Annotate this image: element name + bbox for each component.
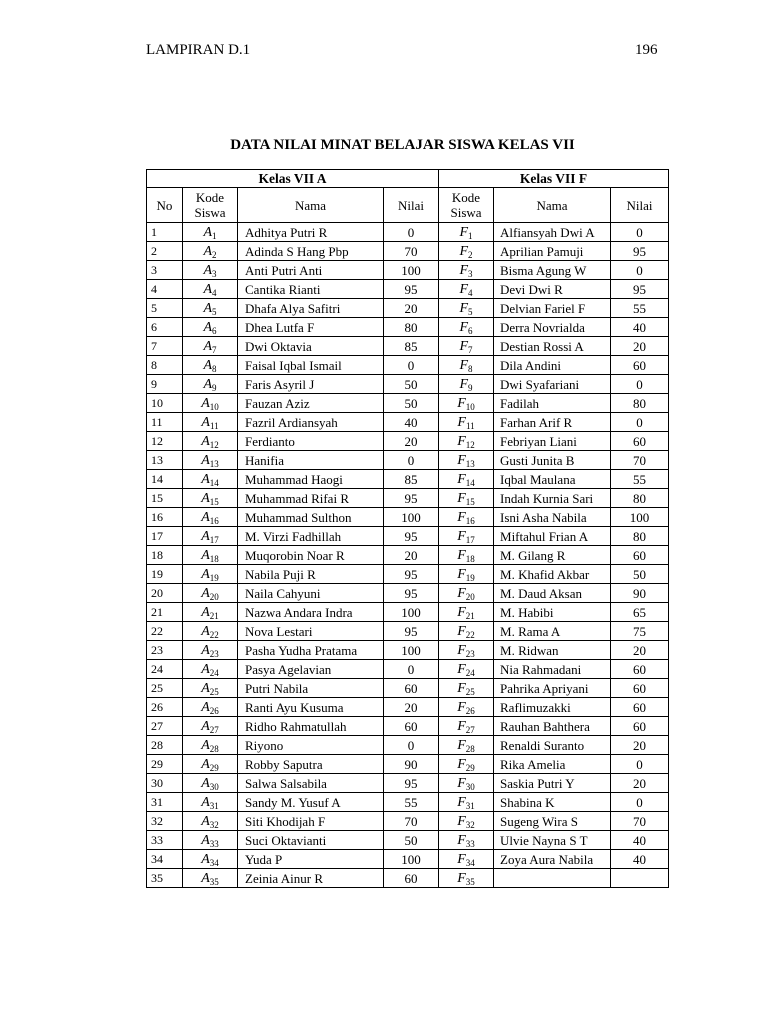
table-row [147, 223, 669, 242]
table-row [147, 242, 669, 261]
student-name-a: Muhammad Sulthon [238, 508, 384, 527]
score-f: 60 [611, 698, 669, 717]
score-f: 60 [611, 432, 669, 451]
table-row [147, 869, 669, 888]
score-f: 20 [611, 641, 669, 660]
student-code-a: $A_{13}$ [183, 451, 238, 470]
col-header-no: No [147, 188, 183, 223]
col-header-kode-a: Kode Siswa [183, 188, 238, 223]
row-number: 11 [147, 413, 183, 432]
row-number: 6 [147, 318, 183, 337]
student-code-a: $A_5$ [183, 299, 238, 318]
student-code-f: $F_{27}$ [439, 717, 494, 736]
score-f: 70 [611, 451, 669, 470]
score-a: 0 [384, 451, 439, 470]
score-a: 95 [384, 565, 439, 584]
row-number: 9 [147, 375, 183, 394]
row-number: 20 [147, 584, 183, 603]
student-name-f: Shabina K [494, 793, 611, 812]
row-number: 34 [147, 850, 183, 869]
student-code-a: $A_{18}$ [183, 546, 238, 565]
score-a: 20 [384, 698, 439, 717]
score-f: 40 [611, 850, 669, 869]
student-code-f: $F_{32}$ [439, 812, 494, 831]
table-row [147, 641, 669, 660]
student-code-a: $A_3$ [183, 261, 238, 280]
student-name-f: Gusti Junita B [494, 451, 611, 470]
student-name-f: Fadilah [494, 394, 611, 413]
student-code-f: $F_9$ [439, 375, 494, 394]
table-row [147, 812, 669, 831]
student-code-a: $A_{26}$ [183, 698, 238, 717]
score-a: 60 [384, 717, 439, 736]
score-f: 60 [611, 546, 669, 565]
student-code-f: $F_7$ [439, 337, 494, 356]
row-number: 30 [147, 774, 183, 793]
score-f: 20 [611, 736, 669, 755]
student-code-a: $A_{11}$ [183, 413, 238, 432]
row-number: 15 [147, 489, 183, 508]
table-row [147, 736, 669, 755]
score-f: 95 [611, 280, 669, 299]
score-a: 20 [384, 299, 439, 318]
student-code-a: $A_{32}$ [183, 812, 238, 831]
table-row [147, 831, 669, 850]
student-name-f: Derra Novrialda [494, 318, 611, 337]
table-row [147, 451, 669, 470]
row-number: 22 [147, 622, 183, 641]
student-name-a: Yuda P [238, 850, 384, 869]
score-f: 20 [611, 337, 669, 356]
score-a: 70 [384, 812, 439, 831]
row-number: 8 [147, 356, 183, 375]
student-name-a: Ranti Ayu Kusuma [238, 698, 384, 717]
student-name-f: Dila Andini [494, 356, 611, 375]
student-code-f: $F_{33}$ [439, 831, 494, 850]
student-code-f: $F_{30}$ [439, 774, 494, 793]
row-number: 31 [147, 793, 183, 812]
score-a: 70 [384, 242, 439, 261]
score-f: 90 [611, 584, 669, 603]
student-name-a: Cantika Rianti [238, 280, 384, 299]
student-code-a: $A_{10}$ [183, 394, 238, 413]
score-f: 50 [611, 565, 669, 584]
student-code-f: $F_{20}$ [439, 584, 494, 603]
student-code-f: $F_{16}$ [439, 508, 494, 527]
student-code-f: $F_{29}$ [439, 755, 494, 774]
student-code-f: $F_2$ [439, 242, 494, 261]
student-code-f: $F_{12}$ [439, 432, 494, 451]
table-row [147, 394, 669, 413]
table-row [147, 622, 669, 641]
student-code-f: $F_1$ [439, 223, 494, 242]
student-code-f: $F_8$ [439, 356, 494, 375]
score-f: 60 [611, 356, 669, 375]
student-code-f: $F_{25}$ [439, 679, 494, 698]
student-code-a: $A_{19}$ [183, 565, 238, 584]
score-a: 100 [384, 850, 439, 869]
student-name-a: Muqorobin Noar R [238, 546, 384, 565]
student-name-f: Saskia Putri Y [494, 774, 611, 793]
row-number: 26 [147, 698, 183, 717]
score-a: 95 [384, 280, 439, 299]
student-name-f: Raflimuzakki [494, 698, 611, 717]
student-code-f: $F_5$ [439, 299, 494, 318]
student-name-a: Anti Putri Anti [238, 261, 384, 280]
student-name-f: Devi Dwi R [494, 280, 611, 299]
row-number: 24 [147, 660, 183, 679]
score-f: 0 [611, 413, 669, 432]
student-name-f: Zoya Aura Nabila [494, 850, 611, 869]
col-header-nilai-a: Nilai [384, 188, 439, 223]
score-a: 100 [384, 641, 439, 660]
student-name-a: Nazwa Andara Indra [238, 603, 384, 622]
score-f: 0 [611, 223, 669, 242]
student-name-f: Bisma Agung W [494, 261, 611, 280]
student-name-a: Faris Asyril J [238, 375, 384, 394]
student-name-f: M. Habibi [494, 603, 611, 622]
student-name-a: Ridho Rahmatullah [238, 717, 384, 736]
score-f: 0 [611, 261, 669, 280]
table-row [147, 318, 669, 337]
score-a: 55 [384, 793, 439, 812]
score-f: 40 [611, 831, 669, 850]
score-a: 50 [384, 394, 439, 413]
score-f: 55 [611, 299, 669, 318]
student-code-f: $F_{13}$ [439, 451, 494, 470]
table-row [147, 508, 669, 527]
score-a: 20 [384, 432, 439, 451]
document-title: DATA NILAI MINAT BELAJAR SISWA KELAS VII [230, 137, 575, 153]
student-name-f: Iqbal Maulana [494, 470, 611, 489]
grades-table [146, 169, 669, 888]
score-a: 85 [384, 470, 439, 489]
table-row [147, 280, 669, 299]
student-code-f: $F_{24}$ [439, 660, 494, 679]
table-row [147, 375, 669, 394]
student-name-a: Siti Khodijah F [238, 812, 384, 831]
student-code-a: $A_{30}$ [183, 774, 238, 793]
table-row [147, 489, 669, 508]
student-name-f: Renaldi Suranto [494, 736, 611, 755]
score-f: 0 [611, 755, 669, 774]
student-name-a: Zeinia Ainur R [238, 869, 384, 888]
score-a: 0 [384, 223, 439, 242]
table-row [147, 603, 669, 622]
row-number: 19 [147, 565, 183, 584]
row-number: 18 [147, 546, 183, 565]
table-row [147, 432, 669, 451]
score-a: 50 [384, 375, 439, 394]
row-number: 4 [147, 280, 183, 299]
score-f: 75 [611, 622, 669, 641]
score-f: 55 [611, 470, 669, 489]
student-name-a: Fauzan Aziz [238, 394, 384, 413]
student-name-a: Nabila Puji R [238, 565, 384, 584]
table-row [147, 337, 669, 356]
student-code-a: $A_4$ [183, 280, 238, 299]
student-name-a: Dwi Oktavia [238, 337, 384, 356]
student-name-f: M. Gilang R [494, 546, 611, 565]
score-a: 0 [384, 356, 439, 375]
student-code-a: $A_{24}$ [183, 660, 238, 679]
student-code-f: $F_{17}$ [439, 527, 494, 546]
student-name-a: Sandy M. Yusuf A [238, 793, 384, 812]
student-code-a: $A_{12}$ [183, 432, 238, 451]
score-f: 60 [611, 660, 669, 679]
student-name-a: Nova Lestari [238, 622, 384, 641]
student-code-a: $A_{27}$ [183, 717, 238, 736]
score-a: 100 [384, 603, 439, 622]
student-name-f: Ulvie Nayna S T [494, 831, 611, 850]
student-name-f: Febriyan Liani [494, 432, 611, 451]
student-name-f: Indah Kurnia Sari [494, 489, 611, 508]
table-row [147, 660, 669, 679]
row-number: 3 [147, 261, 183, 280]
score-a: 95 [384, 622, 439, 641]
score-f: 60 [611, 717, 669, 736]
score-f: 20 [611, 774, 669, 793]
score-f: 80 [611, 394, 669, 413]
student-code-f: $F_{15}$ [439, 489, 494, 508]
student-name-a: Pasya Agelavian [238, 660, 384, 679]
table-row [147, 356, 669, 375]
student-name-a: Robby Saputra [238, 755, 384, 774]
student-name-a: Suci Oktavianti [238, 831, 384, 850]
student-name-f: Farhan Arif R [494, 413, 611, 432]
student-name-f: Miftahul Frian A [494, 527, 611, 546]
student-name-a: Muhammad Rifai R [238, 489, 384, 508]
row-number: 12 [147, 432, 183, 451]
student-code-a: $A_{31}$ [183, 793, 238, 812]
score-a: 80 [384, 318, 439, 337]
student-name-a: Muhammad Haogi [238, 470, 384, 489]
table-row [147, 546, 669, 565]
score-f: 100 [611, 508, 669, 527]
row-number: 2 [147, 242, 183, 261]
student-name-a: Dhafa Alya Safitri [238, 299, 384, 318]
score-f: 80 [611, 489, 669, 508]
student-code-f: $F_4$ [439, 280, 494, 299]
student-name-f: Destian Rossi A [494, 337, 611, 356]
student-name-f: Dwi Syafariani [494, 375, 611, 394]
score-a: 95 [384, 584, 439, 603]
student-code-a: $A_6$ [183, 318, 238, 337]
score-f: 80 [611, 527, 669, 546]
col-header-kode-f: Kode Siswa [439, 188, 494, 223]
student-name-a: Faisal Iqbal Ismail [238, 356, 384, 375]
row-number: 16 [147, 508, 183, 527]
student-name-a: Pasha Yudha Pratama [238, 641, 384, 660]
score-a: 95 [384, 527, 439, 546]
table-row [147, 413, 669, 432]
student-name-f: M. Khafid Akbar [494, 565, 611, 584]
student-code-a: $A_{35}$ [183, 869, 238, 888]
student-name-f: Nia Rahmadani [494, 660, 611, 679]
student-code-a: $A_2$ [183, 242, 238, 261]
table-row [147, 584, 669, 603]
student-name-f: Rauhan Bahthera [494, 717, 611, 736]
student-code-a: $A_{20}$ [183, 584, 238, 603]
student-code-f: $F_{23}$ [439, 641, 494, 660]
student-code-a: $A_{29}$ [183, 755, 238, 774]
student-code-f: $F_{14}$ [439, 470, 494, 489]
student-code-a: $A_{25}$ [183, 679, 238, 698]
score-a: 40 [384, 413, 439, 432]
student-name-a: Adhitya Putri R [238, 223, 384, 242]
student-name-f: Isni Asha Nabila [494, 508, 611, 527]
student-name-f: M. Rama A [494, 622, 611, 641]
student-name-f: M. Ridwan [494, 641, 611, 660]
student-code-a: $A_8$ [183, 356, 238, 375]
col-header-nama-a: Nama [238, 188, 384, 223]
student-code-a: $A_9$ [183, 375, 238, 394]
student-code-a: $A_1$ [183, 223, 238, 242]
student-code-a: $A_{17}$ [183, 527, 238, 546]
score-f: 0 [611, 793, 669, 812]
score-f [611, 869, 669, 888]
student-code-f: $F_{35}$ [439, 869, 494, 888]
student-code-a: $A_{33}$ [183, 831, 238, 850]
table-body [147, 223, 669, 888]
table-row [147, 261, 669, 280]
row-number: 21 [147, 603, 183, 622]
student-name-a: Naila Cahyuni [238, 584, 384, 603]
student-code-f: $F_{10}$ [439, 394, 494, 413]
table-row [147, 679, 669, 698]
student-code-a: $A_7$ [183, 337, 238, 356]
score-a: 95 [384, 489, 439, 508]
row-number: 28 [147, 736, 183, 755]
student-code-a: $A_{23}$ [183, 641, 238, 660]
student-code-a: $A_{22}$ [183, 622, 238, 641]
student-code-f: $F_{18}$ [439, 546, 494, 565]
score-a: 20 [384, 546, 439, 565]
table-row [147, 793, 669, 812]
student-code-a: $A_{15}$ [183, 489, 238, 508]
score-f: 60 [611, 679, 669, 698]
student-code-f: $F_{31}$ [439, 793, 494, 812]
score-a: 95 [384, 774, 439, 793]
student-code-f: $F_{21}$ [439, 603, 494, 622]
table-row [147, 774, 669, 793]
score-f: 95 [611, 242, 669, 261]
table-row [147, 299, 669, 318]
student-name-f: Sugeng Wira S [494, 812, 611, 831]
row-number: 33 [147, 831, 183, 850]
score-a: 60 [384, 869, 439, 888]
student-name-a: Fazril Ardiansyah [238, 413, 384, 432]
score-f: 0 [611, 375, 669, 394]
student-name-f: Alfiansyah Dwi A [494, 223, 611, 242]
student-code-f: $F_6$ [439, 318, 494, 337]
table-row [147, 565, 669, 584]
row-number: 13 [147, 451, 183, 470]
student-name-f: Aprilian Pamuji [494, 242, 611, 261]
col-header-nama-f: Nama [494, 188, 611, 223]
student-name-f: M. Daud Aksan [494, 584, 611, 603]
student-code-a: $A_{21}$ [183, 603, 238, 622]
row-number: 1 [147, 223, 183, 242]
score-a: 0 [384, 660, 439, 679]
student-code-f: $F_{11}$ [439, 413, 494, 432]
score-a: 60 [384, 679, 439, 698]
student-name-a: Riyono [238, 736, 384, 755]
row-number: 29 [147, 755, 183, 774]
student-code-f: $F_{28}$ [439, 736, 494, 755]
student-name-a: Salwa Salsabila [238, 774, 384, 793]
student-name-f: Pahrika Apriyani [494, 679, 611, 698]
table-row [147, 755, 669, 774]
student-name-a: Ferdianto [238, 432, 384, 451]
appendix-label: LAMPIRAN D.1 [146, 42, 251, 58]
student-name-a: Putri Nabila [238, 679, 384, 698]
col-header-nilai-f: Nilai [611, 188, 669, 223]
table-row [147, 527, 669, 546]
row-number: 27 [147, 717, 183, 736]
table-row [147, 850, 669, 869]
row-number: 25 [147, 679, 183, 698]
score-f: 65 [611, 603, 669, 622]
student-code-f: $F_{34}$ [439, 850, 494, 869]
score-a: 100 [384, 261, 439, 280]
score-f: 40 [611, 318, 669, 337]
student-code-f: $F_{19}$ [439, 565, 494, 584]
row-number: 10 [147, 394, 183, 413]
score-f: 70 [611, 812, 669, 831]
row-number: 7 [147, 337, 183, 356]
table-row [147, 717, 669, 736]
table-row [147, 698, 669, 717]
student-code-f: $F_{22}$ [439, 622, 494, 641]
row-number: 32 [147, 812, 183, 831]
student-name-a: M. Virzi Fadhillah [238, 527, 384, 546]
student-code-a: $A_{28}$ [183, 736, 238, 755]
student-name-f: Rika Amelia [494, 755, 611, 774]
student-name-f [494, 869, 611, 888]
page-number: 196 [635, 42, 658, 58]
row-number: 35 [147, 869, 183, 888]
student-name-a: Hanifia [238, 451, 384, 470]
group-header-a: Kelas VII A [147, 170, 439, 188]
row-number: 17 [147, 527, 183, 546]
student-code-a: $A_{14}$ [183, 470, 238, 489]
row-number: 23 [147, 641, 183, 660]
student-name-a: Adinda S Hang Pbp [238, 242, 384, 261]
student-name-a: Dhea Lutfa F [238, 318, 384, 337]
table-row [147, 470, 669, 489]
score-a: 100 [384, 508, 439, 527]
score-a: 90 [384, 755, 439, 774]
student-code-f: $F_{26}$ [439, 698, 494, 717]
score-a: 50 [384, 831, 439, 850]
group-header-f: Kelas VII F [439, 170, 669, 188]
student-code-a: $A_{16}$ [183, 508, 238, 527]
score-a: 0 [384, 736, 439, 755]
row-number: 14 [147, 470, 183, 489]
student-code-a: $A_{34}$ [183, 850, 238, 869]
student-name-f: Delvian Fariel F [494, 299, 611, 318]
score-a: 85 [384, 337, 439, 356]
student-code-f: $F_3$ [439, 261, 494, 280]
row-number: 5 [147, 299, 183, 318]
